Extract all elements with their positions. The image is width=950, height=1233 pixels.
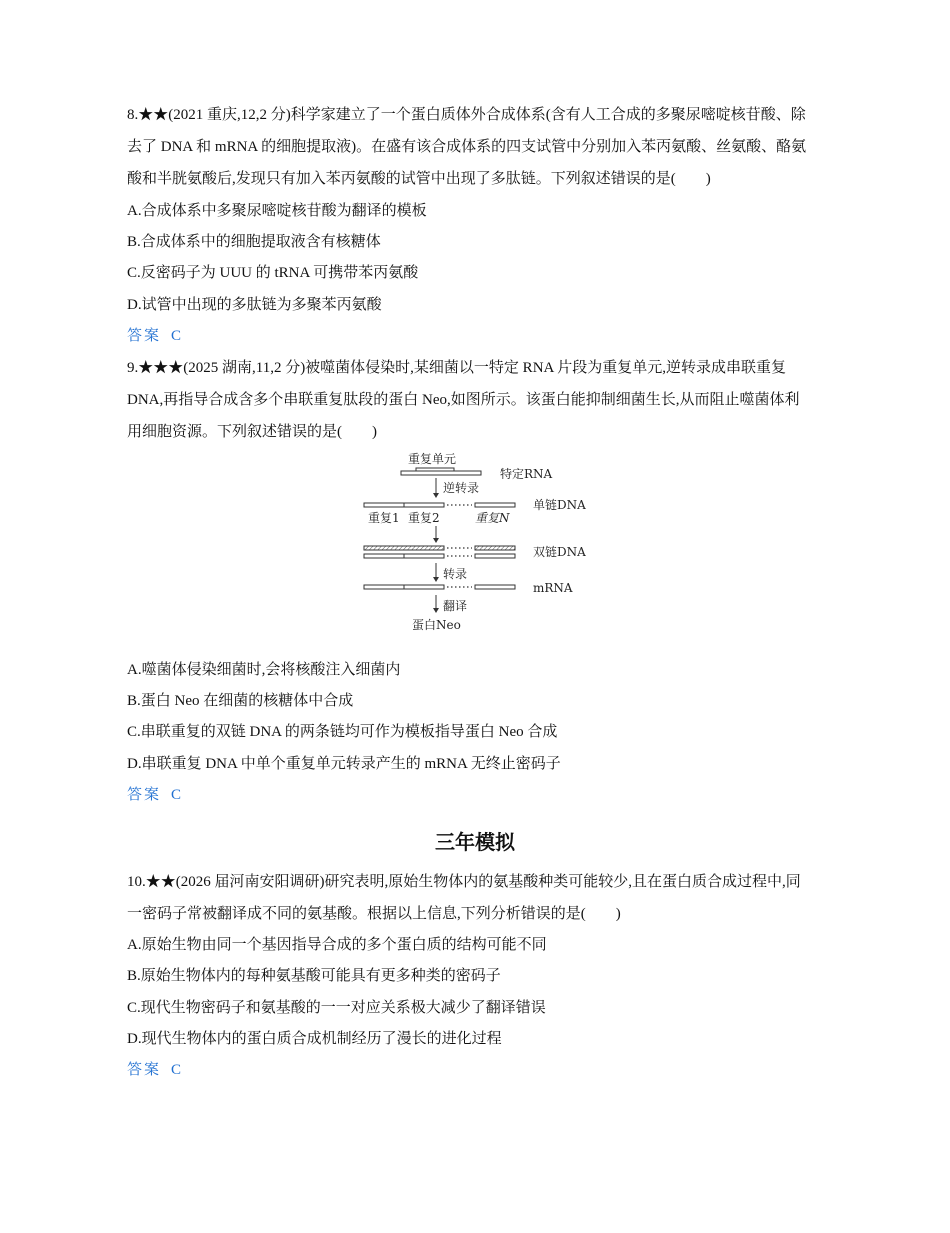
specific-rna-label: 特定RNA [500,467,553,481]
ssdna-repeat-n [475,503,515,507]
dsdna-bottom-n [475,554,515,558]
arrow-translation-head [433,608,439,613]
ssdna-label: 单链DNA [533,498,586,512]
protein-neo-label: 蛋白Neo [412,618,461,632]
answer-value: C [171,787,182,803]
arrow-transcription-head [433,577,439,582]
answer-label: 答案 [127,787,162,803]
q10-option-c: C.现代生物密码子和氨基酸的一一对应关系极大减少了翻译错误 [127,1000,546,1016]
answer-value: C [171,1062,182,1078]
answer-label: 答案 [127,328,162,344]
mrna-segment-1 [364,585,404,589]
repeat-unit-label: 重复单元 [408,452,457,466]
q10-answer [127,1060,181,1080]
specific-rna-strand [401,471,481,475]
ssdna-repeat-1 [364,503,404,507]
answer-label: 答案 [127,1062,162,1078]
q8-stem-line-1: 8.★★(2021 重庆,12,2 分)科学家建立了一个蛋白质体外合成体系(含有人工合成的多聚尿嘧啶核苷酸、除 [127,107,806,123]
translation-label: 翻译 [443,599,468,613]
dsdna-top-strand [364,546,444,550]
q8-stem-line-3: 酸和半胱氨酸后,发现只有加入苯丙氨酸的试管中出现了多肽链。下列叙述错误的是( ) [127,171,711,187]
q9-stem-line-3: 用细胞资源。下列叙述错误的是( ) [127,424,377,440]
repeat-n-label: 重复N [475,511,510,525]
q8-answer [127,326,181,346]
section-title: 三年模拟 [435,830,515,854]
answer-value: C [171,328,182,344]
q10-option-b: B.原始生物体内的每种氨基酸可能具有更多种类的密码子 [127,968,501,984]
repeat-1-label: 重复1 [368,511,400,525]
mrna-label: mRNA [533,581,573,595]
arrow-reverse-transcription-head [433,493,439,498]
mrna-segment-n [475,585,515,589]
arrow-to-dsdna-head [433,538,439,543]
dsdna-bottom-2 [404,554,444,558]
q9-answer [127,785,181,805]
q8-option-a: A.合成体系中多聚尿嘧啶核苷酸为翻译的模板 [127,203,427,219]
dsdna-label: 双链DNA [533,545,586,559]
reverse-transcription-label: 逆转录 [443,481,480,495]
dsdna-bottom-1 [364,554,404,558]
q8-option-c: C.反密码子为 UUU 的 tRNA 可携带苯丙氨酸 [127,265,419,281]
q10-option-a: A.原始生物由同一个基因指导合成的多个蛋白质的结构可能不同 [127,937,547,953]
mrna-segment-2 [404,585,444,589]
q10-stem-line-2: 一密码子常被翻译成不同的氨基酸。根据以上信息,下列分析错误的是( ) [127,906,621,922]
neo-synthesis-diagram [352,448,602,638]
q8-stem-line-2: 去了 DNA 和 mRNA 的细胞提取液)。在盛有该合成体系的四支试管中分别加入苯丙氨酸、丝氨酸、酪氨 [127,139,807,155]
q9-option-c: C.串联重复的双链 DNA 的两条链均可作为模板指导蛋白 Neo 合成 [127,724,558,740]
ssdna-repeat-2 [404,503,444,507]
q8-option-b: B.合成体系中的细胞提取液含有核糖体 [127,234,381,250]
repeat-2-label: 重复2 [408,511,440,525]
transcription-label: 转录 [443,567,468,581]
q9-option-a: A.噬菌体侵染细菌时,会将核酸注入细菌内 [127,662,401,678]
dsdna-top-strand-n [475,546,515,550]
q9-stem-line-2: DNA,再指导合成含多个串联重复肽段的蛋白 Neo,如图所示。该蛋白能抑制细菌生长,从而阻止噬菌体利 [127,392,800,408]
q9-stem-line-1: 9.★★★(2025 湖南,11,2 分)被噬菌体侵染时,某细菌以一特定 RNA 片段为重复单元,逆转录成串联重复 [127,360,787,376]
q9-option-d: D.串联重复 DNA 中单个重复单元转录产生的 mRNA 无终止密码子 [127,756,561,772]
q10-stem-line-1: 10.★★(2026 届河南安阳调研)研究表明,原始生物体内的氨基酸种类可能较少,且在蛋白质合成过程中,同 [127,874,801,890]
q9-option-b: B.蛋白 Neo 在细菌的核糖体中合成 [127,693,354,709]
q10-option-d: D.现代生物体内的蛋白质合成机制经历了漫长的进化过程 [127,1031,502,1047]
q8-option-d: D.试管中出现的多肽链为多聚苯丙氨酸 [127,297,382,313]
